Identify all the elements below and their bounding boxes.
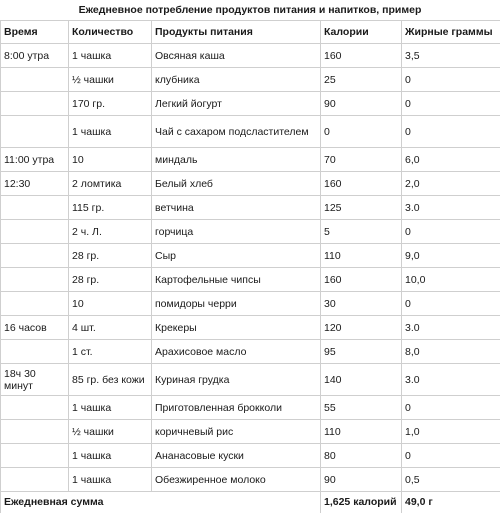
quantity-cell: ½ чашки — [69, 68, 152, 92]
fat-cell: 1,0 — [402, 420, 500, 444]
header-row — [1, 21, 500, 44]
fat-cell: 2,0 — [402, 172, 500, 196]
time-cell: 11:00 утра — [1, 148, 69, 172]
quantity-cell: 10 — [69, 148, 152, 172]
food-cell: Крекеры — [152, 316, 321, 340]
quantity-cell: 2 ломтика — [69, 172, 152, 196]
quantity-cell: 2 ч. Л. — [69, 220, 152, 244]
calories-cell: 120 — [321, 316, 402, 340]
fat-cell: 0 — [402, 444, 500, 468]
table-row — [1, 44, 500, 68]
calories-cell: 5 — [321, 220, 402, 244]
food-cell: клубника — [152, 68, 321, 92]
quantity-cell: 1 чашка — [69, 444, 152, 468]
food-cell: Овсяная каша — [152, 44, 321, 68]
food-cell: помидоры черри — [152, 292, 321, 316]
table-row — [1, 148, 500, 172]
quantity-cell: 10 — [69, 292, 152, 316]
quantity-cell: 1 чашка — [69, 396, 152, 420]
time-cell — [1, 340, 69, 364]
table-row — [1, 468, 500, 492]
calories-cell: 25 — [321, 68, 402, 92]
table-row — [1, 292, 500, 316]
quantity-cell: 28 гр. — [69, 268, 152, 292]
calories-cell: 90 — [321, 468, 402, 492]
food-cell: Куриная грудка — [152, 364, 321, 396]
quantity-cell: 115 гр. — [69, 196, 152, 220]
table-title: Ежедневное потребление продуктов питания и напитков, пример — [78, 4, 422, 16]
header-calories: Калории — [321, 21, 402, 44]
calories-cell: 80 — [321, 444, 402, 468]
time-cell — [1, 92, 69, 116]
table-row — [1, 172, 500, 196]
quantity-cell: 4 шт. — [69, 316, 152, 340]
fat-cell: 8,0 — [402, 340, 500, 364]
food-cell: Приготовленная брокколи — [152, 396, 321, 420]
table-row — [1, 444, 500, 468]
fat-cell: 3.0 — [402, 196, 500, 220]
food-cell: горчица — [152, 220, 321, 244]
table-row — [1, 316, 500, 340]
quantity-text: 85 гр. без кожи — [72, 373, 145, 386]
food-cell: миндаль — [152, 148, 321, 172]
time-cell — [1, 420, 69, 444]
time-cell — [1, 116, 69, 148]
time-cell — [1, 292, 69, 316]
fat-cell: 6,0 — [402, 148, 500, 172]
quantity-cell — [69, 364, 152, 396]
calories-cell: 160 — [321, 44, 402, 68]
food-cell: ветчина — [152, 196, 321, 220]
header-quantity: Количество — [69, 21, 152, 44]
table-row — [1, 340, 500, 364]
quantity-cell: 1 чашка — [69, 116, 152, 148]
calories-cell: 125 — [321, 196, 402, 220]
calories-cell: 160 — [321, 268, 402, 292]
quantity-cell: 1 чашка — [69, 468, 152, 492]
fat-cell: 0 — [402, 396, 500, 420]
total-fat: 49,0 г — [402, 492, 500, 513]
fat-cell: 9,0 — [402, 244, 500, 268]
fat-cell: 3,5 — [402, 44, 500, 68]
calories-cell: 110 — [321, 420, 402, 444]
calories-cell: 70 — [321, 148, 402, 172]
quantity-cell: ½ чашки — [69, 420, 152, 444]
time-cell — [1, 196, 69, 220]
calories-cell: 90 — [321, 92, 402, 116]
calories-cell: 0 — [321, 116, 402, 148]
nutrition-table — [0, 20, 500, 513]
food-cell — [152, 116, 321, 148]
table-row — [1, 92, 500, 116]
food-cell: Сыр — [152, 244, 321, 268]
calories-cell: 30 — [321, 292, 402, 316]
food-cell: коричневый рис — [152, 420, 321, 444]
total-row — [1, 492, 500, 513]
table-row — [1, 420, 500, 444]
quantity-cell: 28 гр. — [69, 244, 152, 268]
quantity-cell: 1 чашка — [69, 44, 152, 68]
food-cell: Легкий йогурт — [152, 92, 321, 116]
quantity-cell: 170 гр. — [69, 92, 152, 116]
total-label: Ежедневная сумма — [1, 492, 321, 513]
calories-cell: 140 — [321, 364, 402, 396]
food-cell: Арахисовое масло — [152, 340, 321, 364]
food-cell: Обезжиренное молоко — [152, 468, 321, 492]
calories-cell: 110 — [321, 244, 402, 268]
time-cell: 8:00 утра — [1, 44, 69, 68]
time-cell: 12:30 — [1, 172, 69, 196]
calories-cell: 160 — [321, 172, 402, 196]
fat-cell: 0 — [402, 116, 500, 148]
fat-cell: 3.0 — [402, 364, 500, 396]
header-fat-grams: Жирные граммы — [402, 21, 500, 44]
table-row — [1, 364, 500, 396]
time-cell — [1, 444, 69, 468]
table-row — [1, 268, 500, 292]
table-row — [1, 396, 500, 420]
time-cell: 16 часов — [1, 316, 69, 340]
food-text: Чай с сахаром подсластителем — [155, 125, 309, 138]
header-time: Время — [1, 21, 69, 44]
fat-cell: 0,5 — [402, 468, 500, 492]
time-text: 18ч 30 минут — [4, 367, 36, 392]
food-cell: Ананасовые куски — [152, 444, 321, 468]
time-cell — [1, 364, 69, 396]
header-food: Продукты питания — [152, 21, 321, 44]
table-row — [1, 68, 500, 92]
time-cell — [1, 244, 69, 268]
table-row — [1, 116, 500, 148]
food-cell: Картофельные чипсы — [152, 268, 321, 292]
fat-cell: 0 — [402, 92, 500, 116]
fat-cell: 0 — [402, 292, 500, 316]
time-cell — [1, 268, 69, 292]
time-cell — [1, 396, 69, 420]
fat-cell: 0 — [402, 220, 500, 244]
calories-cell: 95 — [321, 340, 402, 364]
quantity-cell: 1 ст. — [69, 340, 152, 364]
time-cell — [1, 468, 69, 492]
time-cell — [1, 68, 69, 92]
fat-cell: 3.0 — [402, 316, 500, 340]
food-cell: Белый хлеб — [152, 172, 321, 196]
fat-cell: 0 — [402, 68, 500, 92]
table-row — [1, 220, 500, 244]
table-row — [1, 196, 500, 220]
table-row — [1, 244, 500, 268]
time-cell — [1, 220, 69, 244]
calories-cell: 55 — [321, 396, 402, 420]
fat-cell: 10,0 — [402, 268, 500, 292]
total-calories: 1,625 калорий — [321, 492, 402, 513]
